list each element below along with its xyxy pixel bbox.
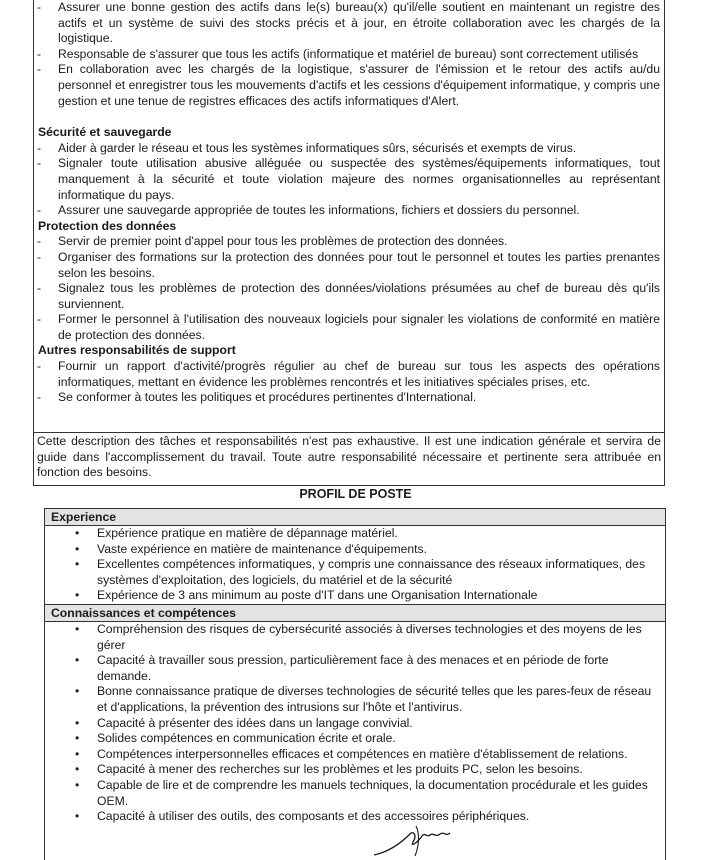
connaissances-list [45, 622, 665, 825]
list-item: - Signalez tous les problèmes de protection des données/violations présumées au chef de bureau dès qu'ils surviennent. [34, 281, 664, 312]
disclaimer-box [33, 432, 665, 486]
disclaimer-text: Cette description des tâches et responsabilités n'est pas exhaustive. Il est une indication générale et servira de guide dans l'accomplissement du travail. Toute autre responsabilité nécessaire et pertinente sera attribuée en fonction des besoins. [37, 434, 661, 480]
profil-de-poste-title: PROFIL DE POSTE [299, 487, 412, 501]
list-item: • Capacité à mener des recherches sur les problèmes et les produits PC, selon les besoins. [45, 762, 665, 778]
responsibilities-box [33, 0, 665, 433]
connaissances-header: Connaissances et compétences [45, 604, 665, 622]
list-item: - Se conformer à toutes les politiques et procédures pertinentes d'International. [34, 390, 664, 406]
list-item: • Vaste expérience en matière de maintenance d'équipements. [45, 542, 665, 558]
signature-scribble [370, 822, 460, 859]
list-item: - Former le personnel à l'utilisation des nouveaux logiciels pour signaler les violations de conformité en matière de protection des données. [34, 312, 664, 343]
list-item: - Aider à garder le réseau et tous les systèmes informatiques sûrs, sécurisés et exempts de virus. [34, 141, 664, 157]
autres-list [34, 359, 664, 406]
section-heading-protection: Protection des données [38, 218, 177, 233]
list-item: • Compétences interpersonnelles efficaces et compétences en matière d'établissement de relations. [45, 747, 665, 763]
profile-table [44, 508, 666, 860]
list-item: • Expérience de 3 ans minimum au poste d'IT dans une Organisation Internationale [45, 588, 665, 604]
list-item: - En collaboration avec les chargés de la logistique, s'assurer de l'émission et le retour des actifs au/du personnel et enregistrer tous les mouvements d'actifs et les cessions d'équipement informatique, y compris une gestion et une tenue de registres efficaces des actifs informatiques d'Alert. [34, 62, 664, 109]
list-item: • Expérience pratique en matière de dépannage matériel. [45, 526, 665, 542]
section-heading-autres: Autres responsabilités de support [38, 343, 236, 358]
list-item: - Fournir un rapport d'activité/progrès régulier au chef de bureau sur tous les aspects des opérations informatiques, mettant en évidence les problèmes rencontrés et les initiatives spéciales prises, etc. [34, 359, 664, 390]
asset-management-list [34, 0, 664, 109]
list-item: • Excellentes compétences informatiques, y compris une connaissance des réseaux informatiques, des systèmes d'exploitation, des logiciels, du matériel et de la sécurité [45, 557, 665, 588]
list-item: • Capacité à présenter des idées dans un langage convivial. [45, 716, 665, 732]
list-item: - Assurer une bonne gestion des actifs dans le(s) bureau(x) qu'il/elle soutient en maintenant un registre des actifs et un système de suivi des stocks précis et à jour, en étroite collaboration avec les chargés de la logistique. [34, 0, 664, 47]
securite-list [34, 141, 664, 219]
experience-header: Experience [45, 509, 665, 526]
list-item: • Solides compétences en communication écrite et orale. [45, 731, 665, 747]
protection-list [34, 234, 664, 343]
experience-list [45, 526, 665, 604]
list-item: - Servir de premier point d'appel pour tous les problèmes de protection des données. [34, 234, 664, 250]
section-heading-securite: Sécurité et sauvegarde [38, 125, 172, 140]
list-item: • Capacité à utiliser des outils, des composants et des accessoires périphériques. [45, 809, 665, 825]
list-item: - Assurer une sauvegarde appropriée de toutes les informations, fichiers et dossiers du personnel. [34, 203, 664, 219]
list-item: - Organiser des formations sur la protection des données pour tout le personnel et toutes les parties prenantes selon les besoins. [34, 250, 664, 281]
list-item: • Compréhension des risques de cybersécurité associés à diverses technologies et des moyens de les gérer [45, 622, 665, 653]
list-item: - Signaler toute utilisation abusive alléguée ou suspectée des systèmes/équipements informatiques, tout manquement à la sécurité et toute violation majeure des normes organisationnelles au représentant informatique du pays. [34, 156, 664, 203]
list-item: • Capacité à travailler sous pression, particulièrement face à des menaces et en période de forte demande. [45, 653, 665, 684]
list-item: • Bonne connaissance pratique de diverses technologies de sécurité telles que les pares-feux de réseau et d'applications, la prévention des intrusions sur l'hôte et l'antivirus. [45, 684, 665, 715]
list-item: - Responsable de s'assurer que tous les actifs (informatique et matériel de bureau) sont correctement utilisés [34, 47, 664, 63]
list-item: • Capable de lire et de comprendre les manuels techniques, la documentation procédurale et les guides OEM. [45, 778, 665, 809]
